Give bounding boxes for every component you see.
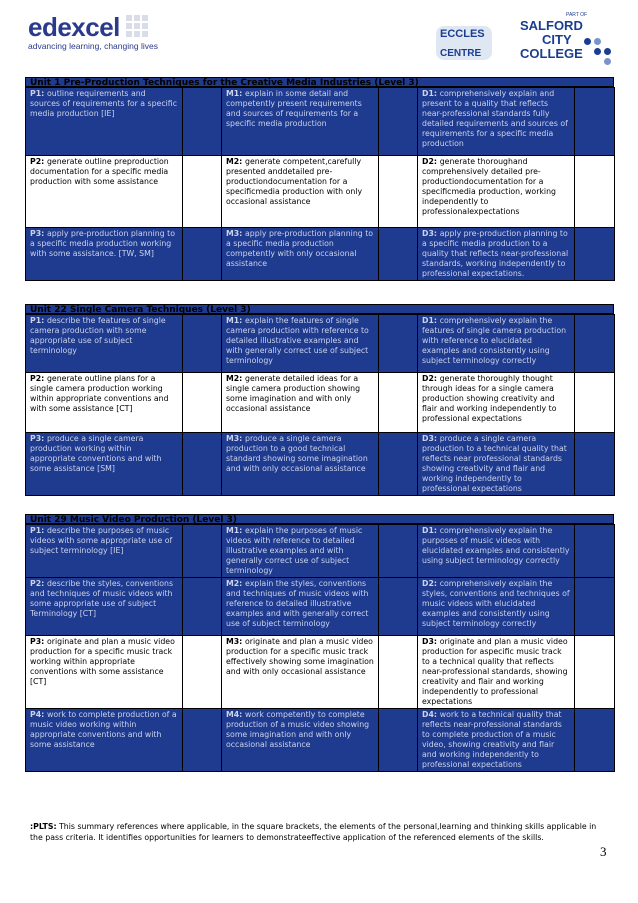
salford-dot-icon: [594, 48, 601, 55]
pass-criterion: P4: work to complete production of a music video working within appropriate conventions and with some assistance: [26, 709, 183, 772]
pass-criterion: P1: outline requirements and sources of requirements for a specific media production [IE]: [26, 88, 183, 156]
salford-logo-line3: COLLEGE: [520, 46, 583, 61]
criteria-row: [26, 156, 615, 228]
merit-criterion: M1: explain the purposes of music videos with reference to detailed illustrative examples and with generally correct use of subject terminology: [222, 525, 379, 578]
salford-dot-icon: [604, 58, 611, 65]
unit-1-table: [25, 77, 614, 281]
eccles-centre-logo: [436, 18, 494, 64]
distinction-criterion: D3: produce a single camera production to a technical quality that reflects near professional standards showing creativity and flair and working independently to professional expectations: [418, 433, 575, 496]
distinction-criterion: D2: generate thoroughand comprehensively detailed pre-productiondocumentation for a specificmedia production, working independently to professionalexpectations: [418, 156, 575, 228]
pass-criterion: P3: produce a single camera production working within appropriate conventions and with some assistance [SM]: [26, 433, 183, 496]
salford-dot-icon: [594, 38, 601, 45]
salford-part-of: PART OF: [566, 12, 588, 18]
plts-footnote: [30, 822, 610, 843]
merit-criterion: M1: explain the features of single camera production with reference to detailed illustrative examples and with generally correct use of subject terminology: [222, 315, 379, 373]
distinction-criterion: D3: originate and plan a music video production for aspecific music track to a technical quality that reflects near-professional standards, showing creativity and flair and working independently to professional expectations: [418, 636, 575, 709]
unit-title: Unit 22 Single Camera Techniques (Level 3): [25, 304, 614, 314]
edexcel-dot-grid-icon: [126, 15, 148, 37]
merit-criterion: M3: produce a single camera production to a good technical standard showing some imagination and with only occasional assistance: [222, 433, 379, 496]
page-number: 3: [600, 844, 607, 859]
criteria-row: [26, 636, 615, 709]
footnote-text: This summary references where applicable, in the square brackets, the elements of the personal,learning and thinking skills applicable in the pass criteria. It identifies opportunities for learners to demonstrateeffective application of the referenced elements of the skills.: [30, 822, 597, 842]
criteria-row: [26, 578, 615, 636]
criteria-table: [25, 524, 615, 772]
salford-logo-line1: SALFORD: [520, 18, 583, 33]
eccles-logo-line1: ECCLES: [440, 28, 485, 40]
pass-criterion: P2: describe the styles, conventions and techniques of music videos with some appropriate use of subject Terminology [CT]: [26, 578, 183, 636]
merit-criterion: M3: originate and plan a music video production for a specific music track effectively showing some imagination and with only occasional assistance: [222, 636, 379, 709]
criteria-table: [25, 314, 615, 496]
merit-criterion: M2: generate detailed ideas for a single camera production showing some imagination and with only occasional assistance: [222, 373, 379, 433]
footnote-label: :PLTS:: [30, 822, 57, 831]
pass-criterion: P3: apply pre-production planning to a specific media production working with some assistance. [TW, SM]: [26, 228, 183, 281]
distinction-criterion: D3: apply pre-production planning to a specific media production to a quality that reflects near-professional standards, working independently to professional expectations.: [418, 228, 575, 281]
criteria-row: [26, 433, 615, 496]
distinction-criterion: D1: comprehensively explain the features of single camera production with reference to elucidated examples and consistently using subject terminology correctly: [418, 315, 575, 373]
criteria-row: [26, 315, 615, 373]
pass-criterion: P1: describe the purposes of music videos with some appropriate use of subject terminology [IE]: [26, 525, 183, 578]
criteria-row: [26, 88, 615, 156]
unit-title: Unit 29 Music Video Production (Level 3): [25, 514, 614, 524]
edexcel-logo-word: edexcel: [28, 12, 120, 42]
salford-dot-icon: [584, 38, 591, 45]
distinction-criterion: D2: generate thoroughly thought through ideas for a single camera production showing creativity and flair and working independently to professional expectations: [418, 373, 575, 433]
merit-criterion: M1: explain in some detail and competently present requirements and sources of requirements for a specific media production: [222, 88, 379, 156]
page-header: [0, 0, 638, 80]
salford-logo-line2: CITY: [542, 32, 572, 47]
merit-criterion: M3: apply pre-production planning to a specific media production competently with only occasional assistance: [222, 228, 379, 281]
criteria-row: [26, 525, 615, 578]
pass-criterion: P2: generate outline preproduction documentation for a specific media production with some assistance: [26, 156, 183, 228]
distinction-criterion: D2: comprehensively explain the styles, conventions and techniques of music videos with elucidated examples and consistently using subject terminology correctly: [418, 578, 575, 636]
merit-criterion: M2: generate competent,carefully presented anddetailed pre-productiondocumentation for a specificmedia production with only occasional assistance: [222, 156, 379, 228]
merit-criterion: M2: explain the styles, conventions and techniques of music videos with reference to detailed illustrative examples and with generally correct use of subject terminology: [222, 578, 379, 636]
criteria-row: [26, 373, 615, 433]
distinction-criterion: D1: comprehensively explain the purposes of music videos with elucidated examples and consistently using subject terminology correctly: [418, 525, 575, 578]
merit-criterion: M4: work competently to complete production of a music video showing some imagination and with only occasional assistance: [222, 709, 379, 772]
eccles-logo-line2: CENTRE: [440, 48, 482, 59]
unit-29-table: [25, 514, 614, 772]
salford-city-college-logo: [520, 12, 620, 68]
salford-dot-icon: [604, 48, 611, 55]
criteria-row: [26, 709, 615, 772]
criteria-row: [26, 228, 615, 281]
edexcel-tagline: advancing learning, changing lives: [28, 41, 158, 51]
distinction-criterion: D1: comprehensively explain and present to a quality that reflects near-professional standards fully detailed requirements and sources of requirements for a specific media production: [418, 88, 575, 156]
criteria-table: [25, 87, 615, 281]
unit-title: Unit 1 Pre-Production Techniques for the Creative Media Industries (Level 3): [25, 77, 614, 87]
distinction-criterion: D4: work to a technical quality that reflects near-professional standards to complete production of a music video, showing creativity and flair and working independently to professional expectations: [418, 709, 575, 772]
unit-22-table: [25, 304, 614, 496]
pass-criterion: P3: originate and plan a music video production for a specific music track working within appropriate conventions with some assistance [CT]: [26, 636, 183, 709]
pass-criterion: P2: generate outline plans for a single camera production working within appropriate conventions and with some assistance [CT]: [26, 373, 183, 433]
pass-criterion: P1: describe the features of single camera production with some appropriate use of subject terminology: [26, 315, 183, 373]
